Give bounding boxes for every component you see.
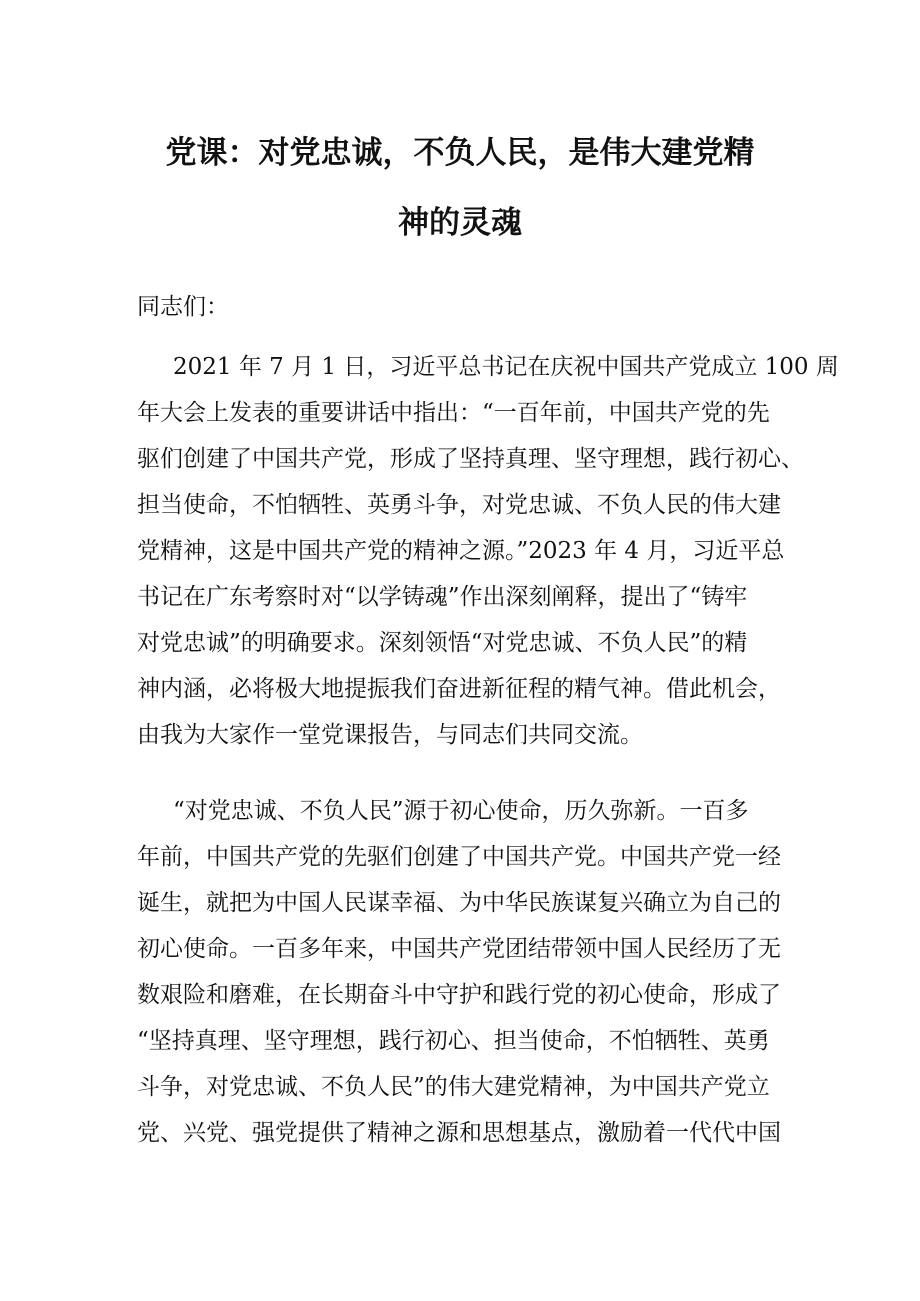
paragraph-1-line-7: 对党忠诚”的明确要求。深刻领悟“对党忠诚、不负人民”的精: [137, 630, 748, 656]
paragraph-1-line-9: 由我为大家作一堂党课报告，与同志们共同交流。: [137, 722, 643, 748]
paragraph-2-line-7: 斗争，对党忠诚、不负人民”的伟大建党精神，为中国共产党立: [137, 1074, 770, 1100]
paragraph-2-line-8: 党、兴党、强党提供了精神之源和思想基点，激励着一代代中国: [137, 1120, 781, 1146]
paragraph-1: [137, 344, 839, 758]
paragraph-1-line-6: 书记在广东考察时对“以学铸魂”作出深刻阐释，提出了“铸牢: [137, 584, 748, 610]
salutation: 同志们：: [137, 294, 229, 320]
paragraph-2-line-3: 诞生，就把为中国人民谋幸福、为中华民族谋复兴确立为自己的: [137, 890, 781, 916]
paragraph-2-line-2: 年前，中国共产党的先驱们创建了中国共产党。中国共产党一经: [137, 844, 781, 870]
paragraph-1-line-4: 担当使命，不怕牺牲、英勇斗争，对党忠诚、不负人民的伟大建: [137, 492, 781, 518]
paragraph-1-line-2: 年大会上发表的重要讲话中指出：“一百年前，中国共产党的先: [137, 400, 770, 426]
paragraph-2-line-5: 数艰险和磨难，在长期奋斗中守护和践行党的初心使命，形成了: [137, 982, 781, 1008]
paragraph-2-line-1: “对党忠诚、不负人民”源于初心使命，历久弥新。一百多: [173, 798, 749, 824]
document-title-line-2: 神的灵魂: [398, 205, 522, 241]
paragraph-1-line-5: 党精神，这是中国共产党的精神之源。”2023 年 4 月，习近平总: [137, 538, 785, 564]
paragraph-2-line-6: “坚持真理、坚守理想，践行初心、担当使命，不怕牺牲、英勇: [137, 1028, 770, 1054]
paragraph-1-line-1: 2021 年 7 月 1 日，习近平总书记在庆祝中国共产党成立 100 周: [173, 354, 839, 380]
paragraph-2: [137, 788, 797, 1156]
document-title-line-1: 党课：对党忠诚，不负人民，是伟大建党精: [165, 135, 755, 171]
paragraph-1-line-3: 驱们创建了中国共产党，形成了坚持真理、坚守理想，践行初心、: [137, 446, 804, 472]
paragraph-1-line-8: 神内涵，必将极大地提振我们奋进新征程的精气神。借此机会，: [137, 676, 781, 702]
paragraph-2-line-4: 初心使命。一百多年来，中国共产党团结带领中国人民经历了无: [137, 936, 781, 962]
